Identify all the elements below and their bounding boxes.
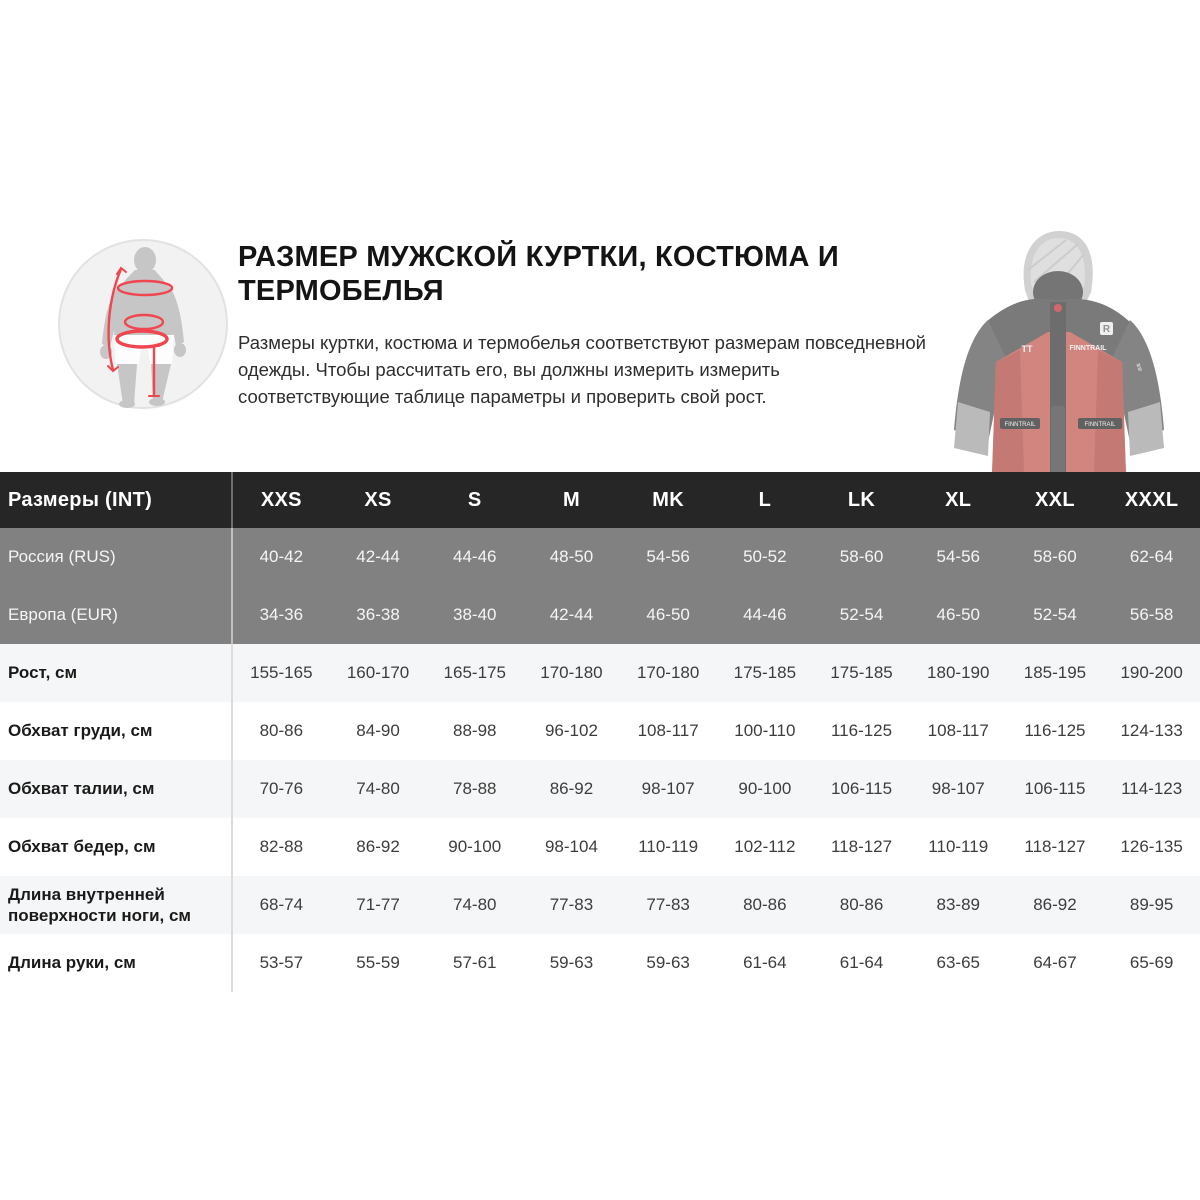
- size-value-cell: 170-180: [636, 663, 700, 682]
- size-value-cell: 98-107: [931, 779, 985, 798]
- size-value-cell: 57-61: [453, 953, 497, 972]
- size-value-cell: 110-119: [638, 837, 699, 856]
- size-value-cell: 86-92: [1033, 895, 1077, 914]
- size-value-cell: 52-54: [839, 605, 884, 624]
- row-label: Обхват талии, см: [0, 760, 233, 818]
- table-row: [0, 528, 1200, 586]
- size-value-cell: 83-89: [936, 895, 980, 914]
- size-value-cell: 170-180: [540, 663, 603, 682]
- size-value-cell: 82-88: [259, 837, 304, 856]
- size-value-cell: 55-59: [356, 953, 400, 972]
- size-value-cell: 98-107: [641, 779, 695, 798]
- zipper-pull: [1054, 304, 1062, 312]
- size-column-header: XXL: [1035, 488, 1075, 511]
- size-column-header: M: [562, 488, 580, 511]
- size-column-header: MK: [652, 488, 684, 511]
- size-table: [0, 472, 1200, 992]
- table-row: [0, 818, 1200, 876]
- size-column-header: XL: [945, 488, 972, 511]
- size-value-cell: 106-115: [1024, 779, 1086, 798]
- body-measurement-diagram: [57, 238, 229, 410]
- table-row: [0, 644, 1200, 702]
- size-value-cell: 59-63: [549, 953, 594, 972]
- size-value-cell: 64-67: [1033, 953, 1077, 972]
- size-value-cell: 190-200: [1120, 663, 1183, 682]
- page-description: Размеры куртки, костюма и термобелья соответствуют размерам повседневной одежды. Чтобы рассчитать его, вы должны измерить измерить соответствующие таблице параметры и проверить свой рост.: [238, 332, 926, 408]
- size-value-cell: 84-90: [356, 721, 400, 740]
- header-label: Размеры (INT): [0, 472, 233, 528]
- size-table-header-row: [0, 472, 1200, 528]
- size-value-cell: 80-86: [259, 721, 304, 740]
- size-value-cell: 77-83: [549, 895, 594, 914]
- size-value-cell: 48-50: [549, 547, 594, 566]
- size-value-cell: 124-133: [1120, 721, 1183, 740]
- size-value-cell: 175-185: [733, 663, 797, 682]
- size-value-cell: 89-95: [1129, 895, 1174, 914]
- table-row: [0, 876, 1200, 934]
- size-value-cell: 116-125: [1024, 721, 1086, 740]
- size-column-header: XXXL: [1124, 488, 1179, 511]
- size-value-cell: 160-170: [346, 663, 410, 682]
- size-value-cell: 61-64: [839, 953, 884, 972]
- size-value-cell: 62-64: [1129, 547, 1174, 566]
- row-label: Обхват груди, см: [0, 702, 233, 760]
- size-value-cell: 116-125: [830, 721, 893, 740]
- size-value-cell: 175-185: [830, 663, 893, 682]
- size-value-cell: 90-100: [738, 779, 792, 798]
- row-label: Обхват бедер, см: [0, 818, 233, 876]
- size-value-cell: 96-102: [544, 721, 598, 740]
- svg-text:FINNTRAIL: FINNTRAIL: [1004, 422, 1036, 428]
- size-value-cell: 52-54: [1033, 605, 1077, 624]
- size-value-cell: 108-117: [927, 721, 989, 740]
- size-value-cell: 180-190: [927, 663, 990, 682]
- size-value-cell: 126-135: [1120, 837, 1183, 856]
- size-value-cell: 106-115: [830, 779, 893, 798]
- size-value-cell: 77-83: [646, 895, 690, 914]
- size-value-cell: 88-98: [453, 721, 497, 740]
- row-label: Длина внутренней поверхности ноги, см: [0, 876, 233, 934]
- size-value-cell: 118-127: [1024, 837, 1086, 856]
- size-value-cell: 53-57: [259, 953, 304, 972]
- size-column-header: XXS: [260, 488, 302, 511]
- svg-text:FINNTRAIL: FINNTRAIL: [1069, 345, 1107, 352]
- size-value-cell: 102-112: [734, 837, 796, 856]
- size-value-cell: 74-80: [453, 895, 497, 914]
- table-row: [0, 760, 1200, 818]
- size-value-cell: 100-110: [734, 721, 796, 740]
- size-value-cell: 58-60: [839, 547, 884, 566]
- size-value-cell: 36-38: [356, 605, 400, 624]
- row-label: Россия (RUS): [0, 528, 233, 586]
- row-label: Рост, см: [0, 644, 233, 702]
- size-value-cell: 63-65: [936, 953, 980, 972]
- size-column-header: LK: [847, 488, 876, 511]
- size-value-cell: 155-165: [250, 663, 313, 682]
- size-value-cell: 80-86: [839, 895, 884, 914]
- size-value-cell: 90-100: [448, 837, 502, 856]
- size-value-cell: 71-77: [356, 895, 400, 914]
- size-value-cell: 70-76: [259, 779, 304, 798]
- size-value-cell: 98-104: [544, 837, 598, 856]
- size-value-cell: 46-50: [646, 605, 690, 624]
- size-value-cell: 68-74: [259, 895, 304, 914]
- size-value-cell: 34-36: [259, 605, 304, 624]
- size-value-cell: 65-69: [1129, 953, 1174, 972]
- size-value-cell: 46-50: [936, 605, 980, 624]
- size-value-cell: 165-175: [443, 663, 506, 682]
- svg-text:≡≡: ≡≡: [1133, 362, 1144, 373]
- table-row: [0, 934, 1200, 992]
- row-label: Длина руки, см: [0, 934, 233, 992]
- size-value-cell: 40-42: [259, 547, 304, 566]
- size-value-cell: 44-46: [453, 547, 497, 566]
- jacket-product-image: [930, 226, 1188, 474]
- page-title: РАЗМЕР МУЖСКОЙ КУРТКИ, КОСТЮМА И ТЕРМОБЕЛЬЯ: [238, 241, 839, 308]
- size-value-cell: 108-117: [637, 721, 699, 740]
- size-value-cell: 86-92: [356, 837, 400, 856]
- size-value-cell: 38-40: [453, 605, 497, 624]
- size-value-cell: 44-46: [743, 605, 787, 624]
- size-column-header: S: [467, 488, 482, 511]
- svg-text:R: R: [1102, 324, 1111, 335]
- size-value-cell: 78-88: [453, 779, 497, 798]
- size-value-cell: 114-123: [1121, 779, 1183, 798]
- size-value-cell: 61-64: [743, 953, 787, 972]
- size-value-cell: 59-63: [646, 953, 690, 972]
- svg-text:TT: TT: [1021, 344, 1033, 354]
- size-value-cell: 86-92: [549, 779, 594, 798]
- size-value-cell: 50-52: [743, 547, 787, 566]
- size-value-cell: 118-127: [830, 837, 893, 856]
- size-value-cell: 185-195: [1023, 663, 1087, 682]
- row-label: Европа (EUR): [0, 586, 233, 644]
- intro-block: [238, 240, 938, 410]
- table-row: [0, 702, 1200, 760]
- size-value-cell: 54-56: [936, 547, 980, 566]
- size-value-cell: 110-119: [928, 837, 989, 856]
- size-value-cell: 80-86: [743, 895, 787, 914]
- size-column-header: L: [758, 488, 772, 511]
- size-value-cell: 42-44: [356, 547, 400, 566]
- size-value-cell: 54-56: [646, 547, 690, 566]
- size-column-header: XS: [364, 488, 392, 511]
- size-value-cell: 56-58: [1129, 605, 1174, 624]
- size-value-cell: 58-60: [1033, 547, 1077, 566]
- size-value-cell: 42-44: [549, 605, 594, 624]
- size-value-cell: 74-80: [356, 779, 400, 798]
- table-row: [0, 586, 1200, 644]
- svg-text:FINNTRAIL: FINNTRAIL: [1084, 422, 1116, 428]
